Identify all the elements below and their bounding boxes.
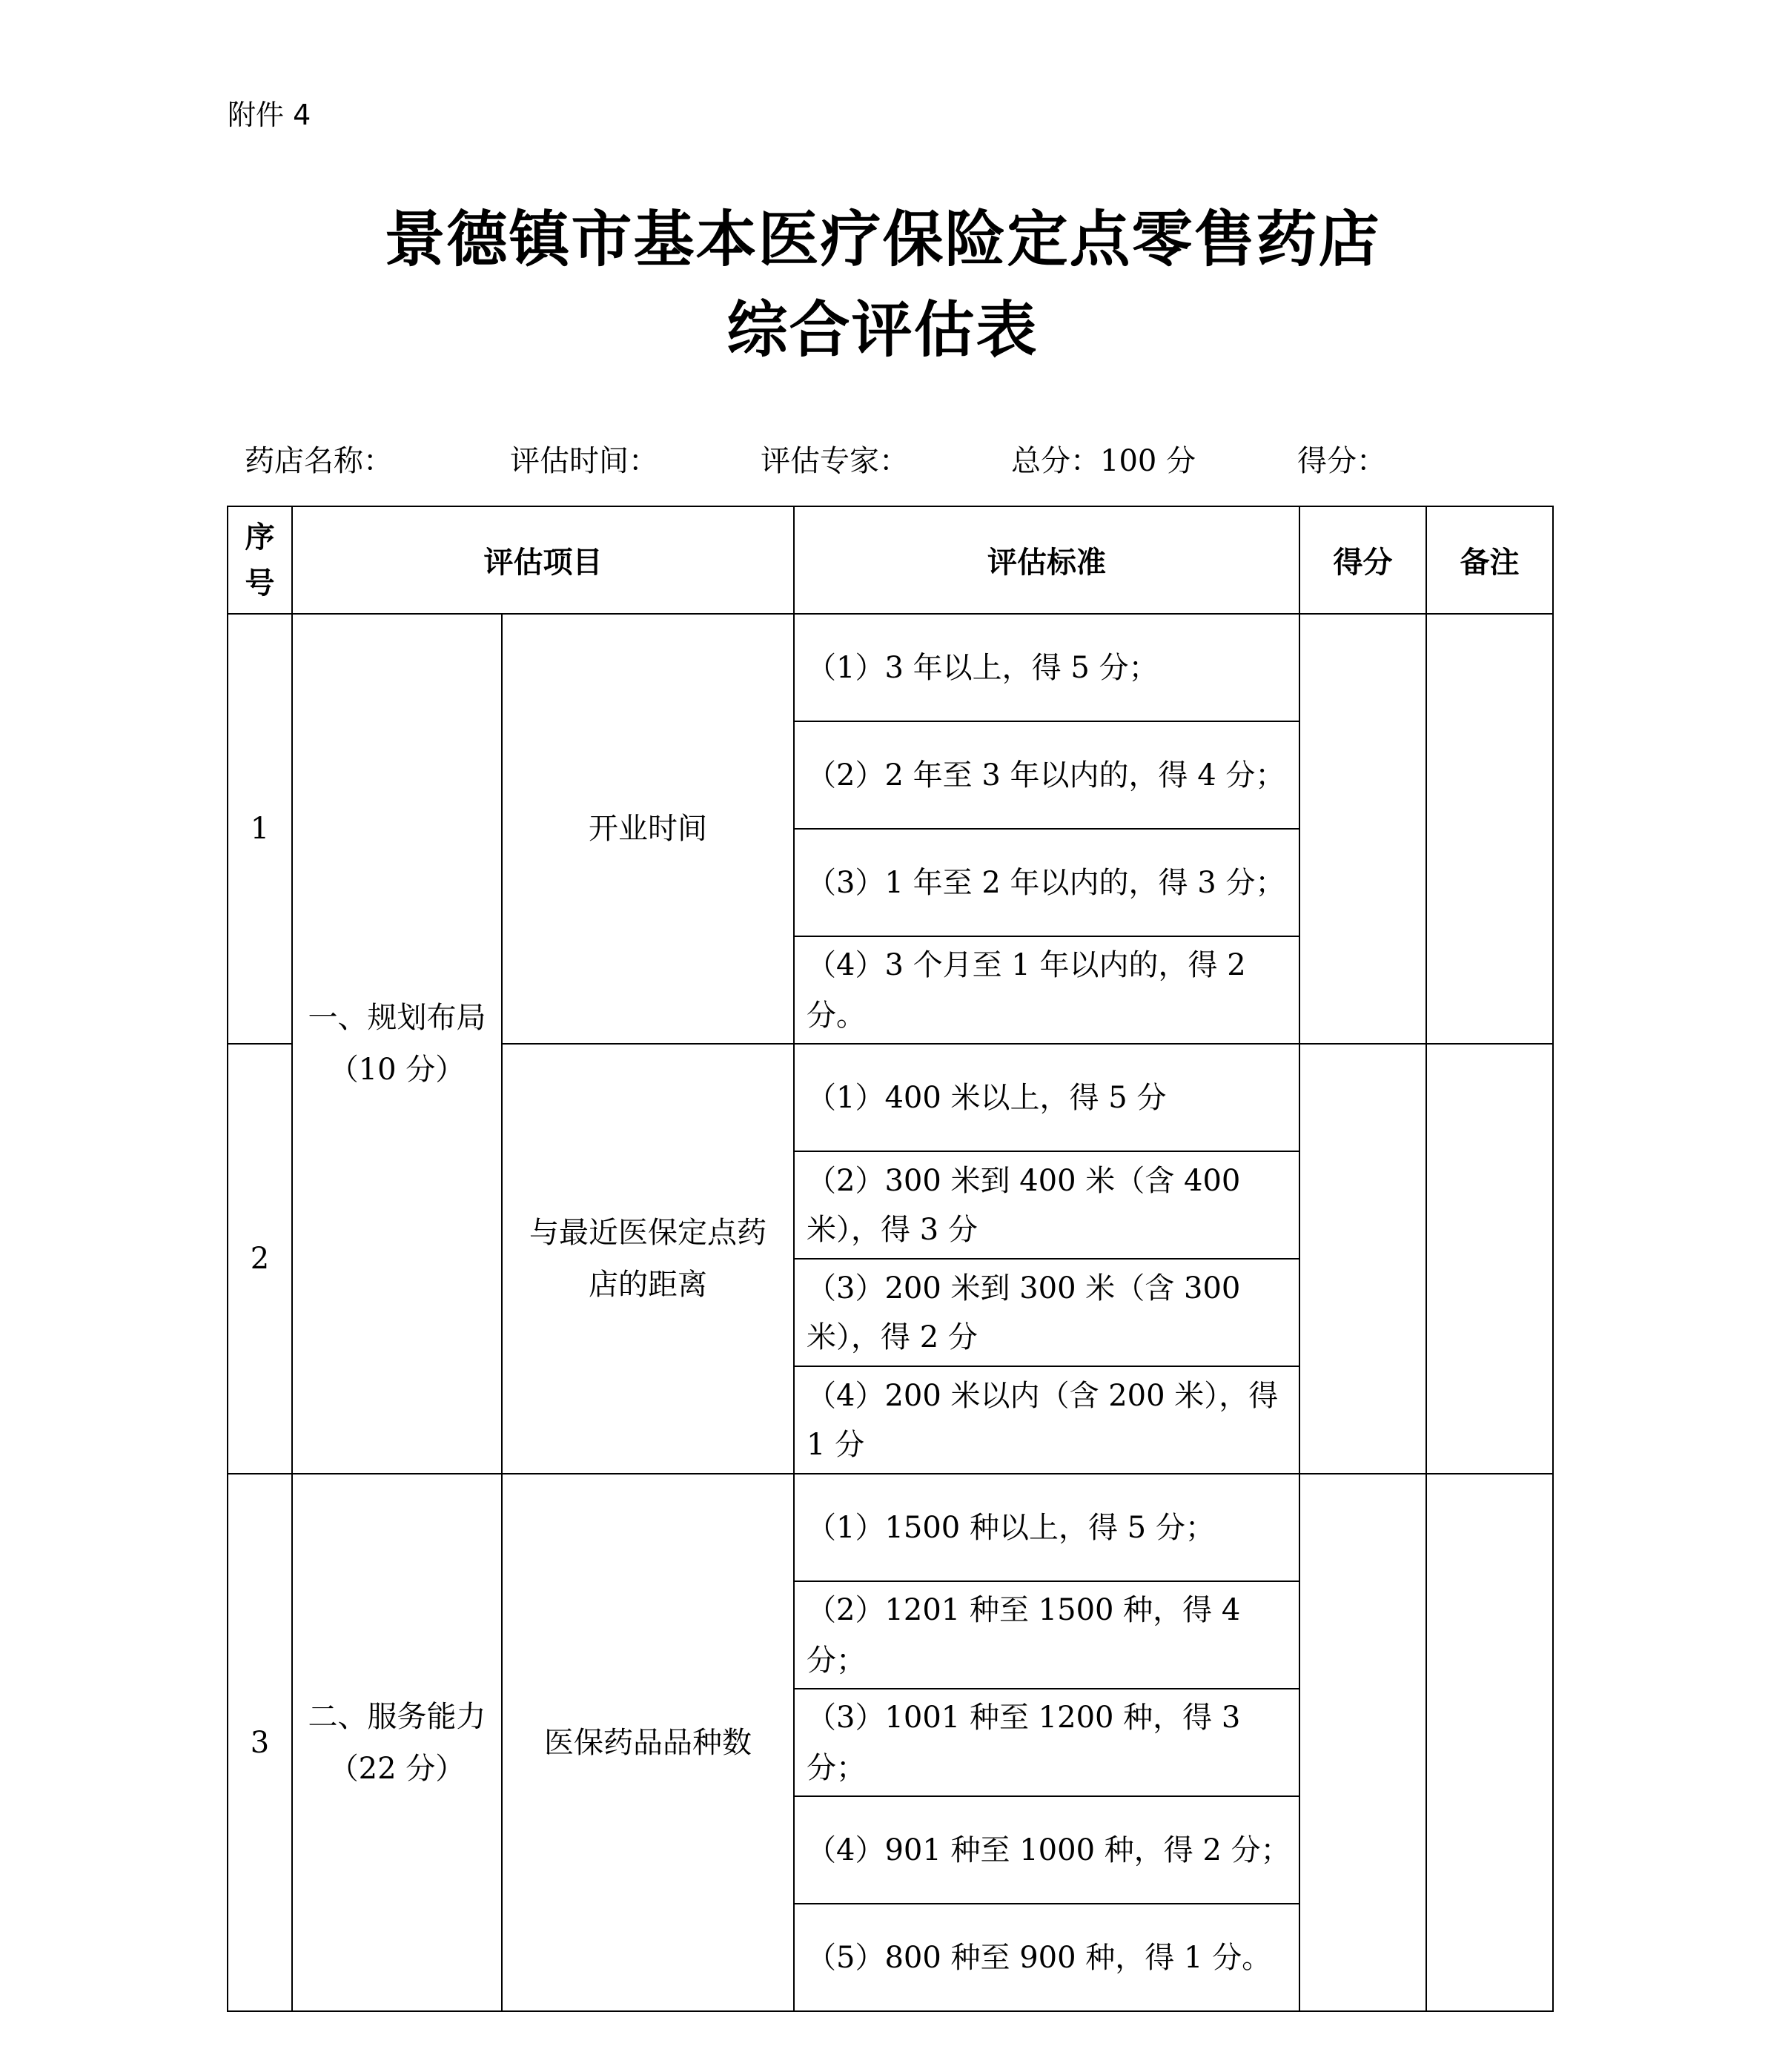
standard-cell: （2）1201 种至 1500 种，得 4 分； (794, 1581, 1299, 1689)
attachment-label: 附件 4 (228, 99, 311, 131)
score-cell[interactable] (1299, 614, 1426, 1044)
seq-cell: 2 (228, 1044, 292, 1474)
pharmacy-name-label: 药店名称： (245, 444, 393, 478)
remark-cell[interactable] (1426, 614, 1553, 1044)
standard-cell: （3）200 米到 300 米（含 300 米），得 2 分 (794, 1259, 1299, 1366)
seq-cell: 3 (228, 1474, 292, 2011)
evaluation-table (227, 506, 1554, 2012)
standard-cell: （4）3 个月至 1 年以内的，得 2 分。 (794, 936, 1299, 1044)
standard-cell: （4）901 种至 1000 种，得 2 分； (794, 1796, 1299, 1904)
table-row (228, 1474, 1553, 1581)
standard-cell: （1）400 米以上，得 5 分 (794, 1044, 1299, 1151)
score-cell[interactable] (1299, 1474, 1426, 2011)
eval-time-label: 评估时间： (510, 444, 658, 478)
remark-cell[interactable] (1426, 1474, 1553, 2011)
table-row (228, 614, 1553, 721)
header-score: 得分 (1299, 506, 1426, 614)
header-remark: 备注 (1426, 506, 1553, 614)
standard-cell: （2）2 年至 3 年以内的，得 4 分； (794, 721, 1299, 829)
header-item: 评估项目 (292, 506, 794, 614)
category-cell: 一、规划布局 （10 分） (292, 614, 502, 1474)
category-cell: 二、服务能力 （22 分） (292, 1474, 502, 2011)
item-cell: 与最近医保定点药 店的距离 (502, 1044, 794, 1474)
total-score-label: 总分：100 分 (1011, 444, 1196, 478)
table-header-row (228, 506, 1553, 614)
standard-cell: （5）800 种至 900 种，得 1 分。 (794, 1904, 1299, 2011)
score-cell[interactable] (1299, 1044, 1426, 1474)
score-label: 得分： (1297, 444, 1386, 478)
eval-expert-label: 评估专家： (761, 444, 909, 478)
remark-cell[interactable] (1426, 1044, 1553, 1474)
standard-cell: （2）300 米到 400 米（含 400 米），得 3 分 (794, 1151, 1299, 1259)
header-seq: 序 号 (228, 506, 292, 614)
standard-cell: （3）1 年至 2 年以内的，得 3 分； (794, 829, 1299, 936)
document-subtitle: 综合评估表 (726, 295, 1039, 365)
standard-cell: （4）200 米以内（含 200 米），得 1 分 (794, 1366, 1299, 1474)
seq-cell: 1 (228, 614, 292, 1044)
standard-cell: （1）1500 种以上，得 5 分； (794, 1474, 1299, 1581)
standard-cell: （3）1001 种至 1200 种，得 3 分； (794, 1689, 1299, 1796)
item-cell: 开业时间 (502, 614, 794, 1044)
header-standard: 评估标准 (794, 506, 1299, 614)
standard-cell: （1）3 年以上，得 5 分； (794, 614, 1299, 721)
item-cell: 医保药品品种数 (502, 1474, 794, 2011)
document-title: 景德镇市基本医疗保险定点零售药店 (384, 205, 1381, 275)
